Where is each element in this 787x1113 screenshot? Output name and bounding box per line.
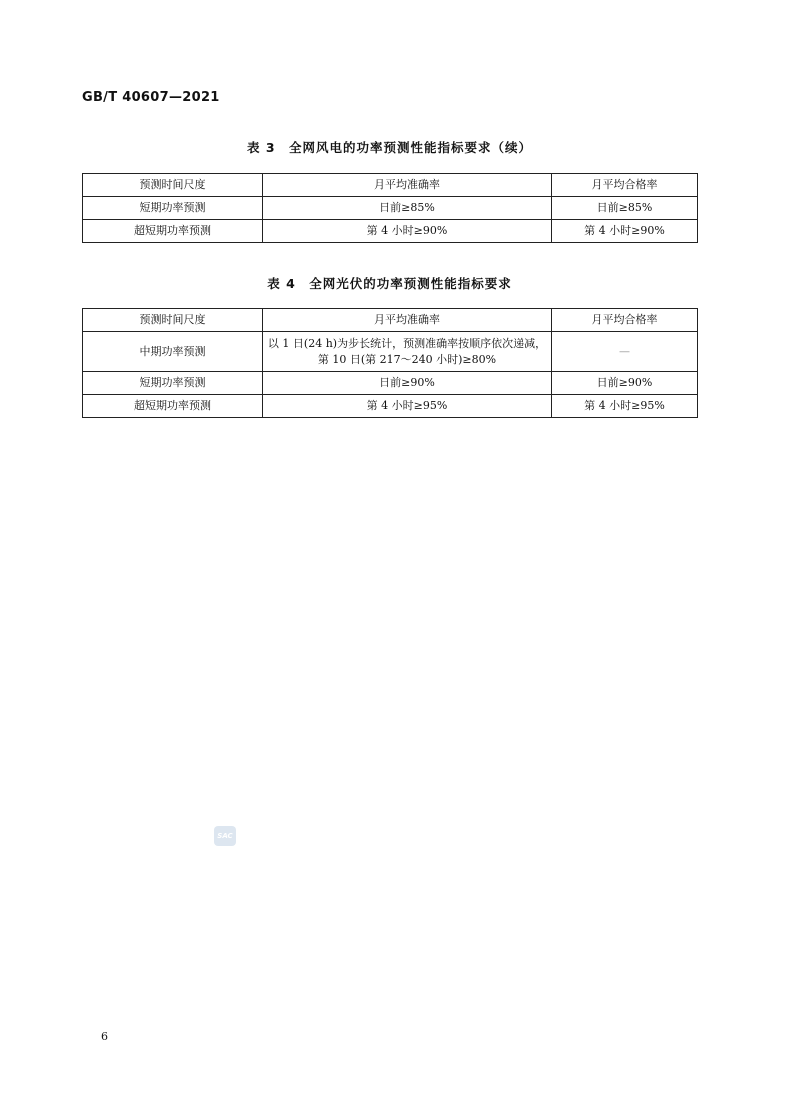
table-cell: 日前≥90% (552, 372, 698, 395)
table-4-caption: 表 4 全网光伏的功率预测性能指标要求 (267, 276, 512, 291)
table-header-row (83, 174, 698, 197)
table-row (83, 372, 698, 395)
table-cell: 第 4 小时≥90% (552, 220, 698, 243)
table-3-caption: 表 3 全网风电的功率预测性能指标要求（续） (246, 140, 533, 155)
table-cell: 日前≥90% (263, 372, 552, 395)
table-cell: 日前≥85% (552, 197, 698, 220)
table-4 (82, 308, 698, 418)
column-header: 预测时间尺度 (83, 309, 263, 332)
table-header-row (83, 309, 698, 332)
column-header: 月平均准确率 (263, 174, 552, 197)
column-header: 月平均合格率 (552, 174, 698, 197)
table-cell: 超短期功率预测 (83, 220, 263, 243)
column-header: 月平均准确率 (263, 309, 552, 332)
table-cell: — (552, 332, 698, 372)
table-cell: 第 4 小时≥95% (263, 395, 552, 418)
column-header: 月平均合格率 (552, 309, 698, 332)
table-3 (82, 173, 698, 243)
column-header: 预测时间尺度 (83, 174, 263, 197)
table-cell: 短期功率预测 (83, 197, 263, 220)
table-cell: 日前≥85% (263, 197, 552, 220)
sac-watermark-logo: SAC (214, 826, 236, 846)
table-row (83, 332, 698, 372)
table-row (83, 220, 698, 243)
table-cell: 短期功率预测 (83, 372, 263, 395)
table-cell: 超短期功率预测 (83, 395, 263, 418)
table-cell: 以 1 日(24 h)为步长统计，预测准确率按顺序依次递减，第 10 日(第 217～240 小时)≥80% (263, 332, 552, 372)
table-cell: 中期功率预测 (83, 332, 263, 372)
table-row (83, 197, 698, 220)
table-cell: 第 4 小时≥90% (263, 220, 552, 243)
page-number: 6 (101, 1030, 108, 1043)
table-cell: 第 4 小时≥95% (552, 395, 698, 418)
table-row (83, 395, 698, 418)
document-code: GB/T 40607—2021 (82, 90, 220, 105)
